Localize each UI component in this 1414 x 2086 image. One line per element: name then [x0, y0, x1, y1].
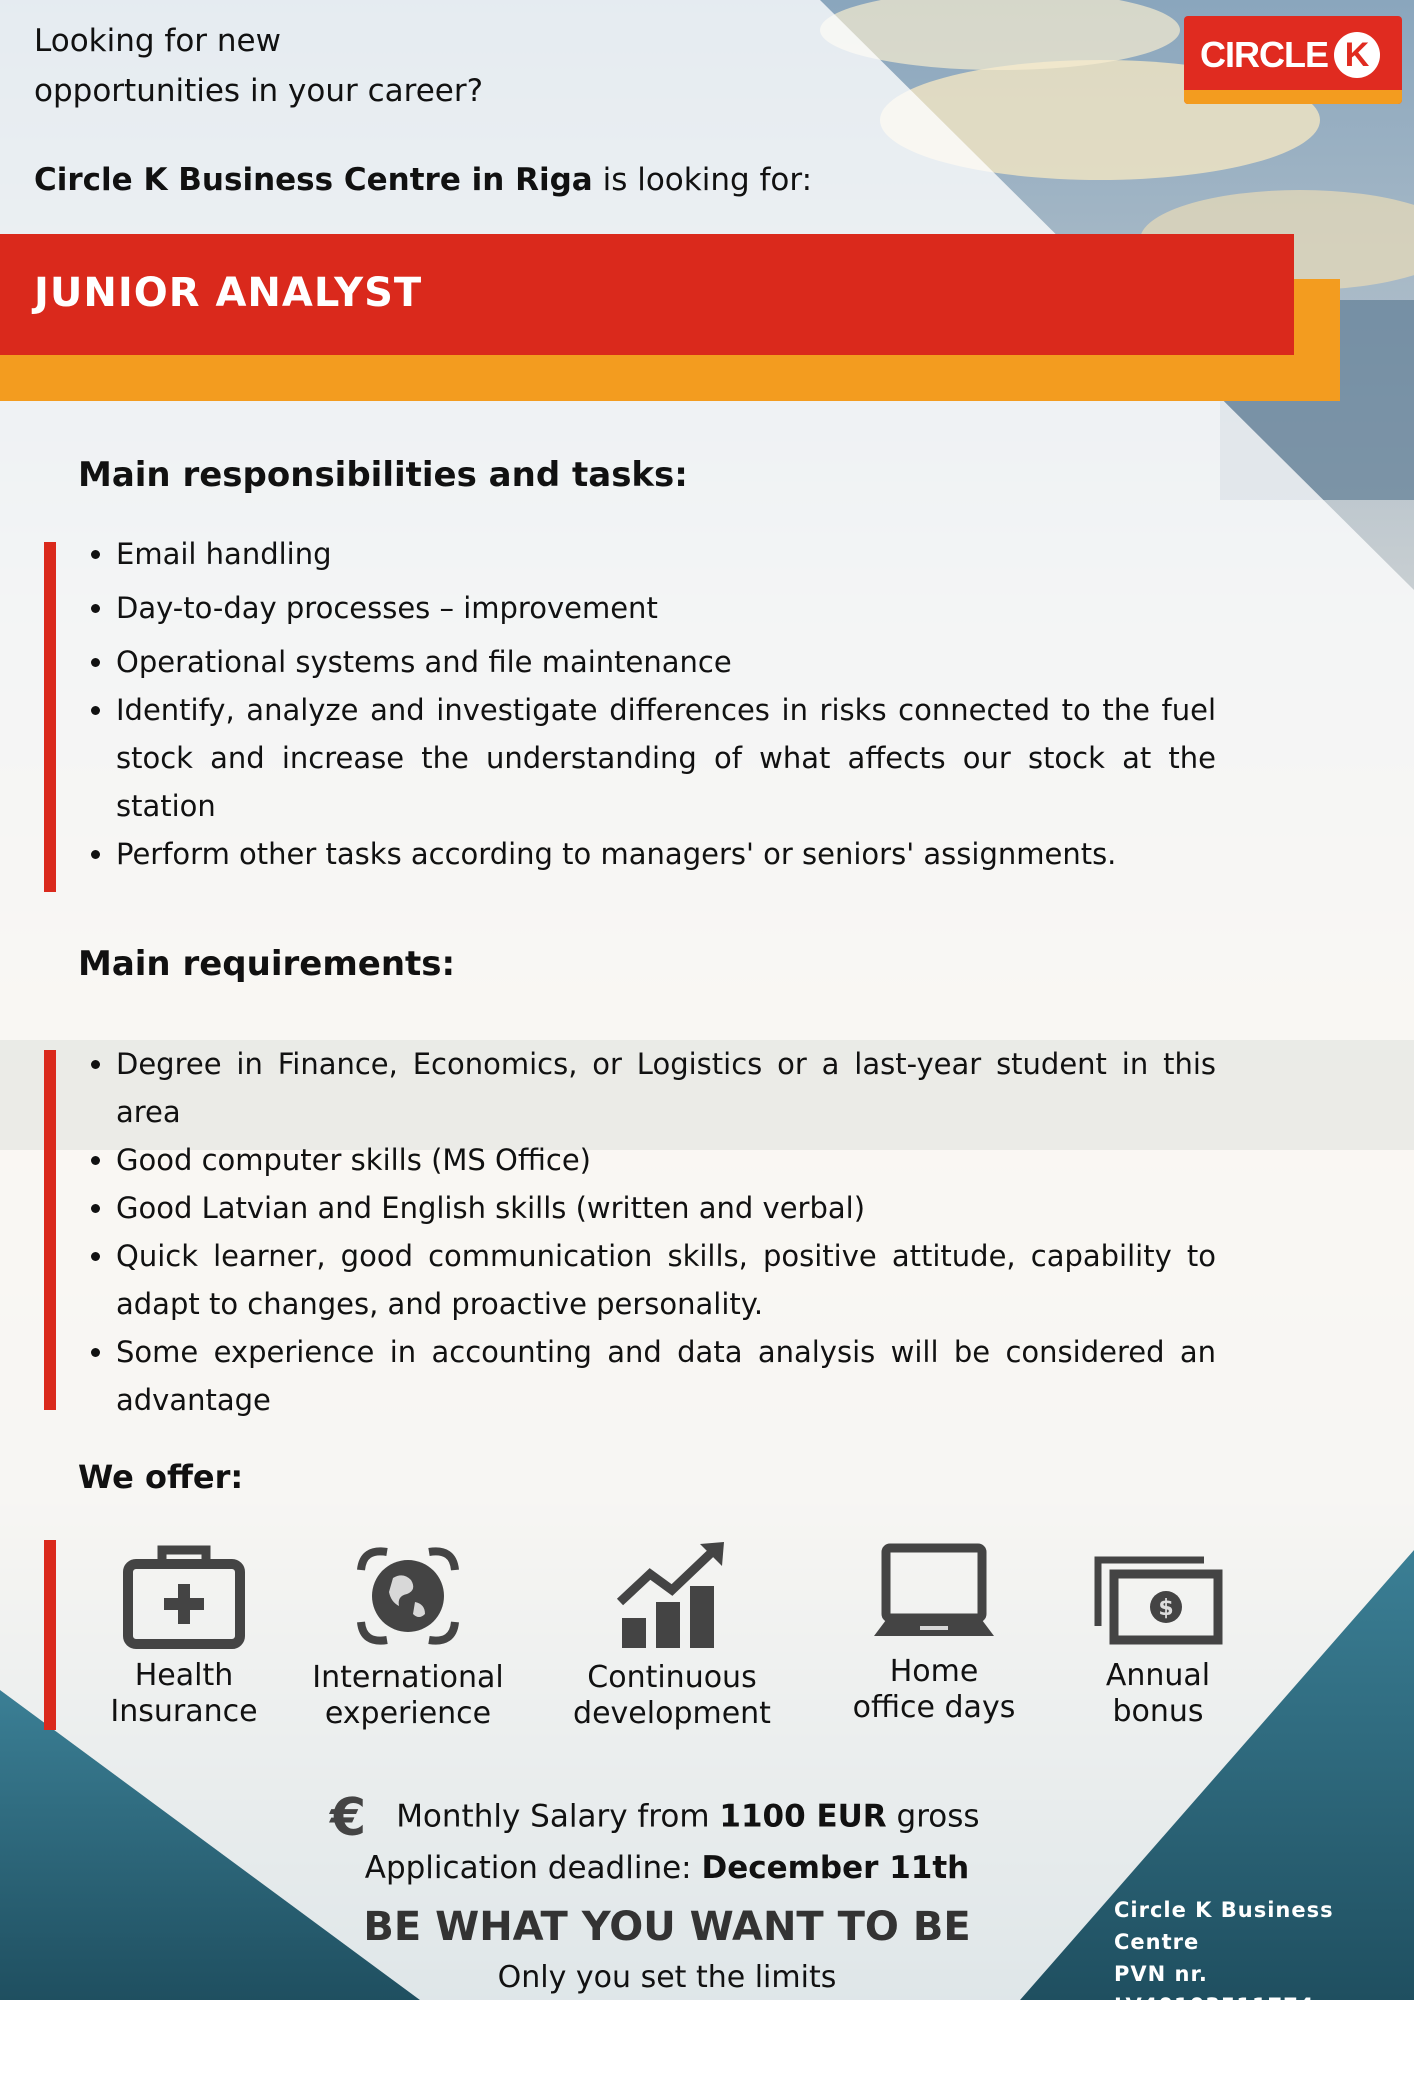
offer-annual-bonus: [1048, 1540, 1268, 1730]
company-info-pvn: PVN nr. LV40103511774: [1114, 1962, 1315, 2018]
salary-amount: 1100 EUR: [719, 1798, 887, 1835]
requirements-heading: Main requirements:: [78, 944, 456, 984]
circle-k-logo: [1184, 16, 1402, 104]
salary-line: [330, 1788, 1030, 1848]
offer-heading: We offer:: [78, 1458, 244, 1496]
laptop-icon: [872, 1540, 996, 1646]
slogan: BE WHAT YOU WANT TO BE: [363, 1904, 971, 1950]
deadline-prefix: Application deadline:: [364, 1850, 702, 1886]
deadline-line: [0, 1850, 1334, 1886]
list-item: • Good Latvian and English skills (written and verbal): [116, 1184, 1216, 1232]
medical-briefcase-icon: [122, 1540, 246, 1650]
company-name: Circle K Business Centre in Riga: [34, 162, 593, 198]
looking-for-suffix: is looking for:: [592, 162, 813, 198]
euro-icon: €: [330, 1788, 367, 1848]
intro-line-2: opportunities in your career?: [34, 73, 484, 109]
logo-text: CIRCLE: [1200, 34, 1328, 75]
offer-label: Insurance: [110, 1694, 258, 1729]
deadline-date: December 11th: [701, 1850, 970, 1886]
list-item: • Operational systems and file maintenance: [116, 638, 1216, 686]
offer-label: bonus: [1112, 1694, 1204, 1729]
company-info-address: Duntes 6, Riga, LV-1013: [1114, 2026, 1357, 2082]
requirements-accent-line: [44, 1050, 56, 1410]
list-item: • Day-to-day processes – improvement: [116, 584, 1216, 632]
intro-text: [34, 16, 483, 116]
offer-continuous-development: [562, 1540, 782, 1732]
offer-accent-line: [44, 1540, 56, 1730]
list-item: • Perform other tasks according to managers' or seniors' assignments.: [116, 830, 1216, 878]
offer-icons-row: [80, 1540, 1240, 1740]
offer-label: International: [312, 1660, 504, 1695]
offer-label: experience: [324, 1696, 492, 1731]
requirements-list: [78, 1040, 1216, 1424]
company-info: [1114, 1894, 1414, 2086]
offer-label: Continuous: [587, 1660, 757, 1695]
offer-label: Health: [134, 1658, 234, 1693]
list-item: • Quick learner, good communication skills, positive attitude, capability to adapt to changes, and proactive personality.: [116, 1232, 1216, 1328]
svg-text:$: $: [1158, 1596, 1174, 1621]
globe-icon: [343, 1540, 473, 1652]
offer-health-insurance: [74, 1540, 294, 1730]
offer-label: Annual: [1105, 1658, 1211, 1693]
list-item: • Degree in Finance, Economics, or Logistics or a last-year student in this area: [116, 1040, 1216, 1136]
offer-international-experience: [298, 1540, 518, 1732]
offer-label: office days: [852, 1690, 1016, 1725]
list-item: • Good computer skills (MS Office): [116, 1136, 1216, 1184]
money-bill-icon: [1090, 1540, 1226, 1650]
offer-label: Home: [889, 1654, 979, 1689]
list-item: • Some experience in accounting and data analysis will be considered an advantage: [116, 1328, 1216, 1424]
salary-prefix: Monthly Salary from: [396, 1798, 720, 1835]
responsibilities-accent-line: [44, 542, 56, 892]
list-item: • Identify, analyze and investigate differences in risks connected to the fuel stock and increase the understanding of what affects our stock at the station: [116, 686, 1216, 830]
company-info-name: Circle K Business Centre: [1114, 1898, 1334, 1954]
slogan-subtitle: Only you set the limits: [497, 1960, 837, 1995]
offer-home-office: [824, 1540, 1044, 1726]
responsibilities-list: [78, 530, 1216, 878]
offer-label: development: [573, 1696, 771, 1731]
job-title: JUNIOR ANALYST: [34, 270, 423, 316]
logo-k-icon: K: [1334, 32, 1380, 78]
growth-chart-icon: [612, 1540, 732, 1652]
salary-suffix: gross: [886, 1798, 980, 1835]
intro-line-1: Looking for new: [34, 23, 281, 59]
looking-for-line: [34, 162, 812, 198]
responsibilities-heading: Main responsibilities and tasks:: [78, 455, 688, 495]
logo-stripe: [1184, 90, 1402, 104]
list-item: • Email handling: [116, 530, 1216, 578]
